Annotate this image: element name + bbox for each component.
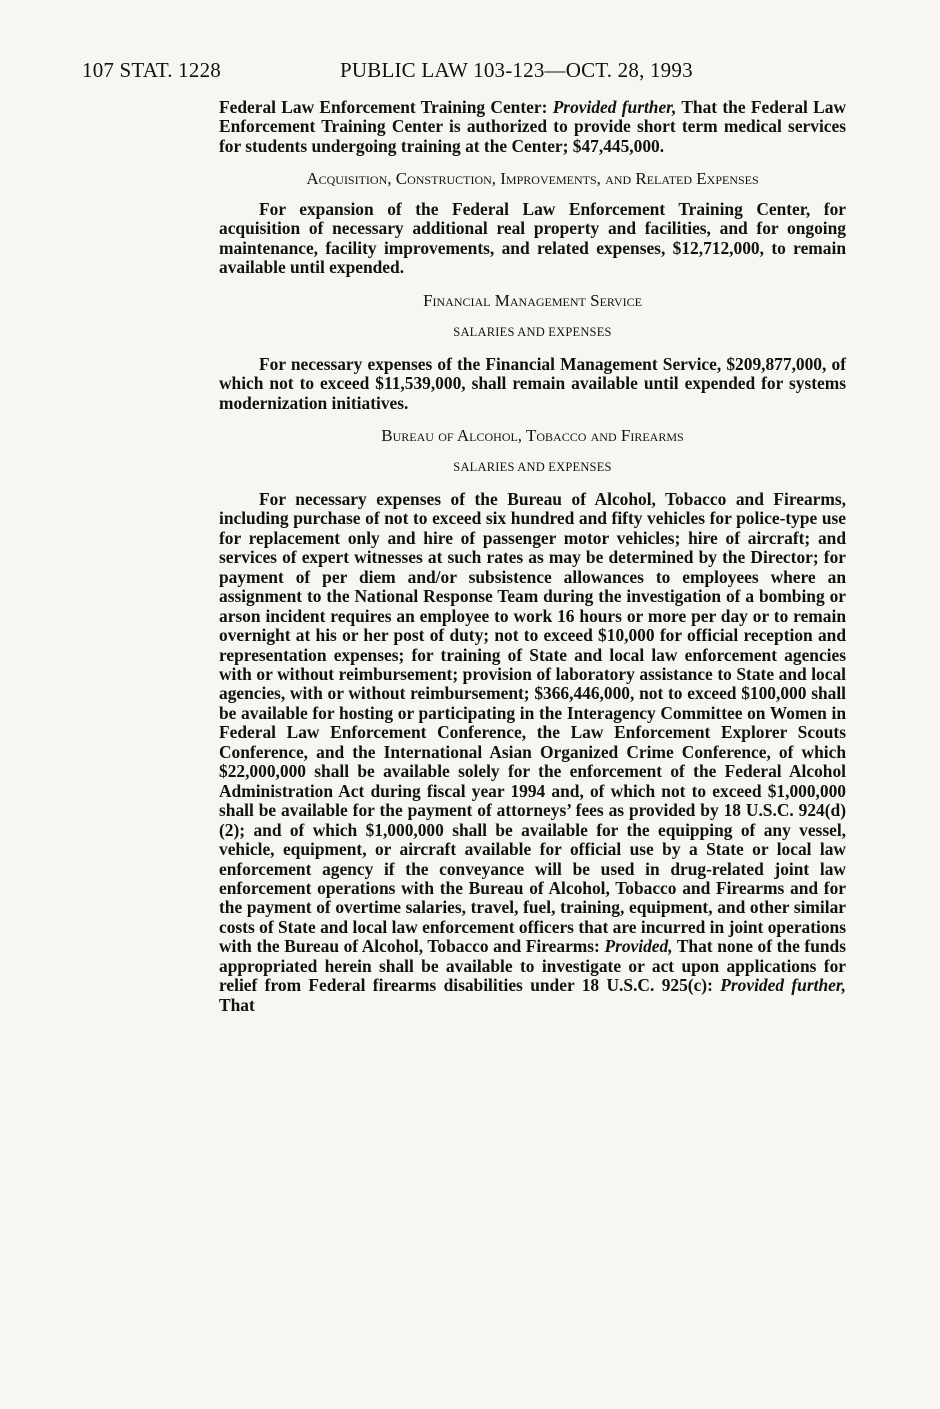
atf-subheading: SALARIES AND EXPENSES — [453, 460, 612, 475]
stat-reference: 107 STAT. 1228 — [82, 58, 221, 82]
intro-paragraph — [219, 98, 846, 156]
atf-text-part1: For necessary expenses of the Bureau of Alcohol, Tobacco and Firearms, including purchase of not to exceed six hundred and fifty vehicles for police-type use for replacement only and hire of passenger motor vehicles; hire of aircraft; and services of expert witnesses at such rates as may be determined by the Director; for payment of per diem and/or subsistence allowances to employees where an assignment to the National Response Team during the investigation of a bombing or arson incident requires an employee to work 16 hours or more per day or to remain overnight at his or her post of duty; not to exceed $10,000 for official reception and representation expenses; for training of State and local law enforcement agencies with or without reimbursement; provision of laboratory assistance to State and local agencies, with or without reimbursement; $366,446,000, not to exceed $100,000 shall be available for hosting or participating in the Interagency Committee on Women in Federal Law Enforcement Conference, the Law Enforcement Explorer Scouts Conference, and the International Asian Organized Crime Conference, of which $22,000,000 shall be available solely for the enforcement of the Federal Alcohol Administration Act during fiscal year 1994 and, of which not to exceed $1,000,000 shall be available for the payment of attorneys’ fees as provided by 18 U.S.C. 924(d)(2); and of which $1,000,000 shall be available for the equipping of any vessel, vehicle, equipment, or aircraft available for official use by a State or local law enforcement agency if the conveyance will be used in drug-related joint law enforcement operations with the Bureau of Alcohol, Tobacco and Firearms and for the payment of overtime salaries, travel, fuel, training, equipment, and other similar costs of State and local law enforcement officers that are incurred in joint operations with the Bureau of Alcohol, Tobacco and Firearms: — [219, 488, 846, 957]
atf-heading: Bureau of Alcohol, Tobacco and Firearms — [381, 425, 684, 445]
intro-text-before: Federal Law Enforcement Training Center: — [219, 97, 553, 117]
acquisition-heading: Acquisition, Construction, Improvements, and Related Expenses — [306, 169, 759, 189]
intro-proviso: Provided further, — [552, 97, 677, 117]
atf-paragraph — [219, 490, 846, 1015]
page-body — [219, 98, 846, 1015]
fms-subheading: SALARIES AND EXPENSES — [453, 325, 612, 340]
atf-proviso-2: Provided further, — [720, 975, 846, 996]
atf-text-part3: That — [219, 994, 255, 1015]
intro-text-after: That the Federal Law Enforcement Training Center is authorized to provide short term medical services for students undergoing training at the Center; $47,445,000. — [219, 97, 846, 156]
acquisition-paragraph: For expansion of the Federal Law Enforcement Training Center, for acquisition of necessary additional real property and facilities, and for ongoing maintenance, facility improvements, and related expenses, $12,712,000, to remain available until expended. — [219, 198, 846, 278]
fms-paragraph: For necessary expenses of the Financial Management Service, $209,877,000, of which not to exceed $11,539,000, shall remain available until expended for systems modernization initiatives. — [219, 353, 846, 413]
page-header — [82, 58, 858, 86]
law-title: PUBLIC LAW 103-123—OCT. 28, 1993 — [340, 58, 693, 82]
fms-heading: Financial Management Service — [423, 290, 642, 310]
atf-text-part2: That none of the funds appropriated herein shall be available to investigate or act upon applications for relief from Federal firearms disabilities under 18 U.S.C. 925(c): — [219, 936, 846, 996]
atf-proviso-1: Provided, — [604, 936, 673, 957]
